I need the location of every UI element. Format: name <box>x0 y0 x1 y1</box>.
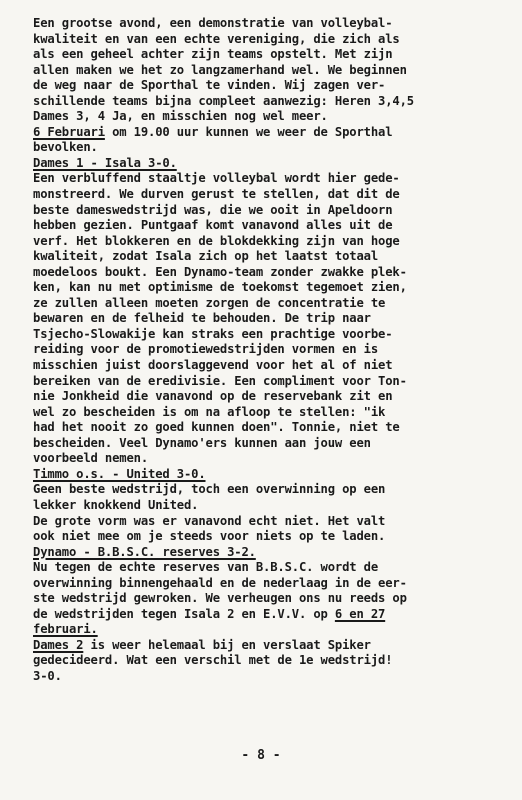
text-line: allen maken we het zo langzamerhand wel. We beginnen <box>33 62 407 77</box>
text-line-dames2 <box>33 638 500 654</box>
heading-timmo: Timmo o.s. - United 3-0. <box>33 466 206 481</box>
text-line: Dames 3, 4 Ja, en misschien nog wel meer. <box>33 109 328 124</box>
text-line: overwinning binnengehaald en de nederlaag in de eer- <box>33 575 407 590</box>
text-line: bescheiden. Veel Dynamo'ers kunnen aan jouw een <box>33 435 371 450</box>
text-line: hebben gezien. Puntgaaf komt vanavond alles uit de <box>33 218 393 233</box>
text-line: gedecideerd. Wat een verschil met de 1e wedstrijd! <box>33 653 393 668</box>
text-line: ook niet mee om je steeds voor niets op te laden. <box>33 529 386 544</box>
text-line: had het nooit zo goed kunnen doen". Tonnie, niet te <box>33 420 400 435</box>
dates-prefix: de wedstrijden tegen Isala 2 en E.V.V. op <box>33 606 335 621</box>
match-heading <box>33 467 500 483</box>
text-line: misschien juist doorslaggevend voor het al of niet <box>33 358 393 373</box>
text-line: monstreerd. We durven gerust te stellen, dat dit de <box>33 187 400 202</box>
heading-dames1: Dames 1 - Isala 3-0. <box>33 155 177 170</box>
text-line: ken, kan nu met optimisme de toekomst tegemoet zien, <box>33 280 407 295</box>
match-heading <box>33 156 500 172</box>
match-heading <box>33 545 500 561</box>
text-line: voorbeeld nemen. <box>33 451 148 466</box>
text-line: lekker knokkend United. <box>33 497 199 512</box>
text-line: moedeloos boukt. Een Dynamo-team zonder zwakke plek- <box>33 264 407 279</box>
underlined-dates: 6 en 27 <box>334 606 386 621</box>
text-line: De grote vorm was er vanavond echt niet. Het valt <box>33 513 386 528</box>
heading-dynamo: Dynamo - B.B.S.C. reserves 3-2. <box>33 544 256 559</box>
text-line: verf. Het blokkeren en de blokdekking zijn van hoge <box>33 233 400 248</box>
text-line-date <box>33 125 500 141</box>
text-line: de weg naar de Sporthal te vinden. Wij zagen ver- <box>33 78 386 93</box>
text-line-februari <box>33 622 500 638</box>
text-line: Een verbluffend staaltje volleybal wordt hier gede- <box>33 171 400 186</box>
page-number: - 8 - <box>241 748 281 763</box>
text-line: 3-0. <box>33 668 62 683</box>
text-line: schillende teams bijna compleet aanwezig: Heren 3,4,5 <box>33 93 414 108</box>
text-line: bewaren en de felheid te behouden. De trip naar <box>33 311 371 326</box>
text-line: ste wedstrijd gewroken. We verheugen ons nu reeds op <box>33 591 407 606</box>
text-line: nie Jonkheid die vanavond op de reservebank zit en <box>33 389 393 404</box>
underlined-februari: februari. <box>33 622 98 637</box>
text-line: bereiken van de eredivisie. Een compliment voor Ton- <box>33 373 407 388</box>
text-line: kwaliteit en van een echte vereniging, die zich als <box>33 31 400 46</box>
text-line: reiding voor de promotiewedstrijden vormen en is <box>33 342 378 357</box>
text-line: wel zo bescheiden is om na afloop te stellen: "ik <box>33 404 386 419</box>
text-line: ze zullen alleen moeten zorgen de concentratie te <box>33 295 386 310</box>
dames2-rest: is weer helemaal bij en verslaat Spiker <box>83 637 371 652</box>
article-body <box>33 16 500 685</box>
text-line-dates <box>33 607 500 623</box>
text-line: Nu tegen de echte reserves van B.B.S.C. wordt de <box>33 560 378 575</box>
text-line: beste dameswedstrijd was, die we ooit in Apeldoorn <box>33 202 393 217</box>
text-line: bevolken. <box>33 140 98 155</box>
text-line: Geen beste wedstrijd, toch een overwinning op een <box>33 482 386 497</box>
text-line: als een geheel achter zijn teams opstelt. Met zijn <box>33 47 393 62</box>
underlined-date: 6 Februari <box>33 124 105 139</box>
text-line: Een grootse avond, een demonstratie van volleybal- <box>33 16 393 30</box>
text-line: kwaliteit, zodat Isala zich op het laatst totaal <box>33 249 378 264</box>
heading-dames2: Dames 2 <box>33 637 84 652</box>
text-line: Tsjecho-Slowakije kan straks een prachtige voorbe- <box>33 326 393 341</box>
date-rest: om 19.00 uur kunnen we weer de Sporthal <box>104 124 393 139</box>
